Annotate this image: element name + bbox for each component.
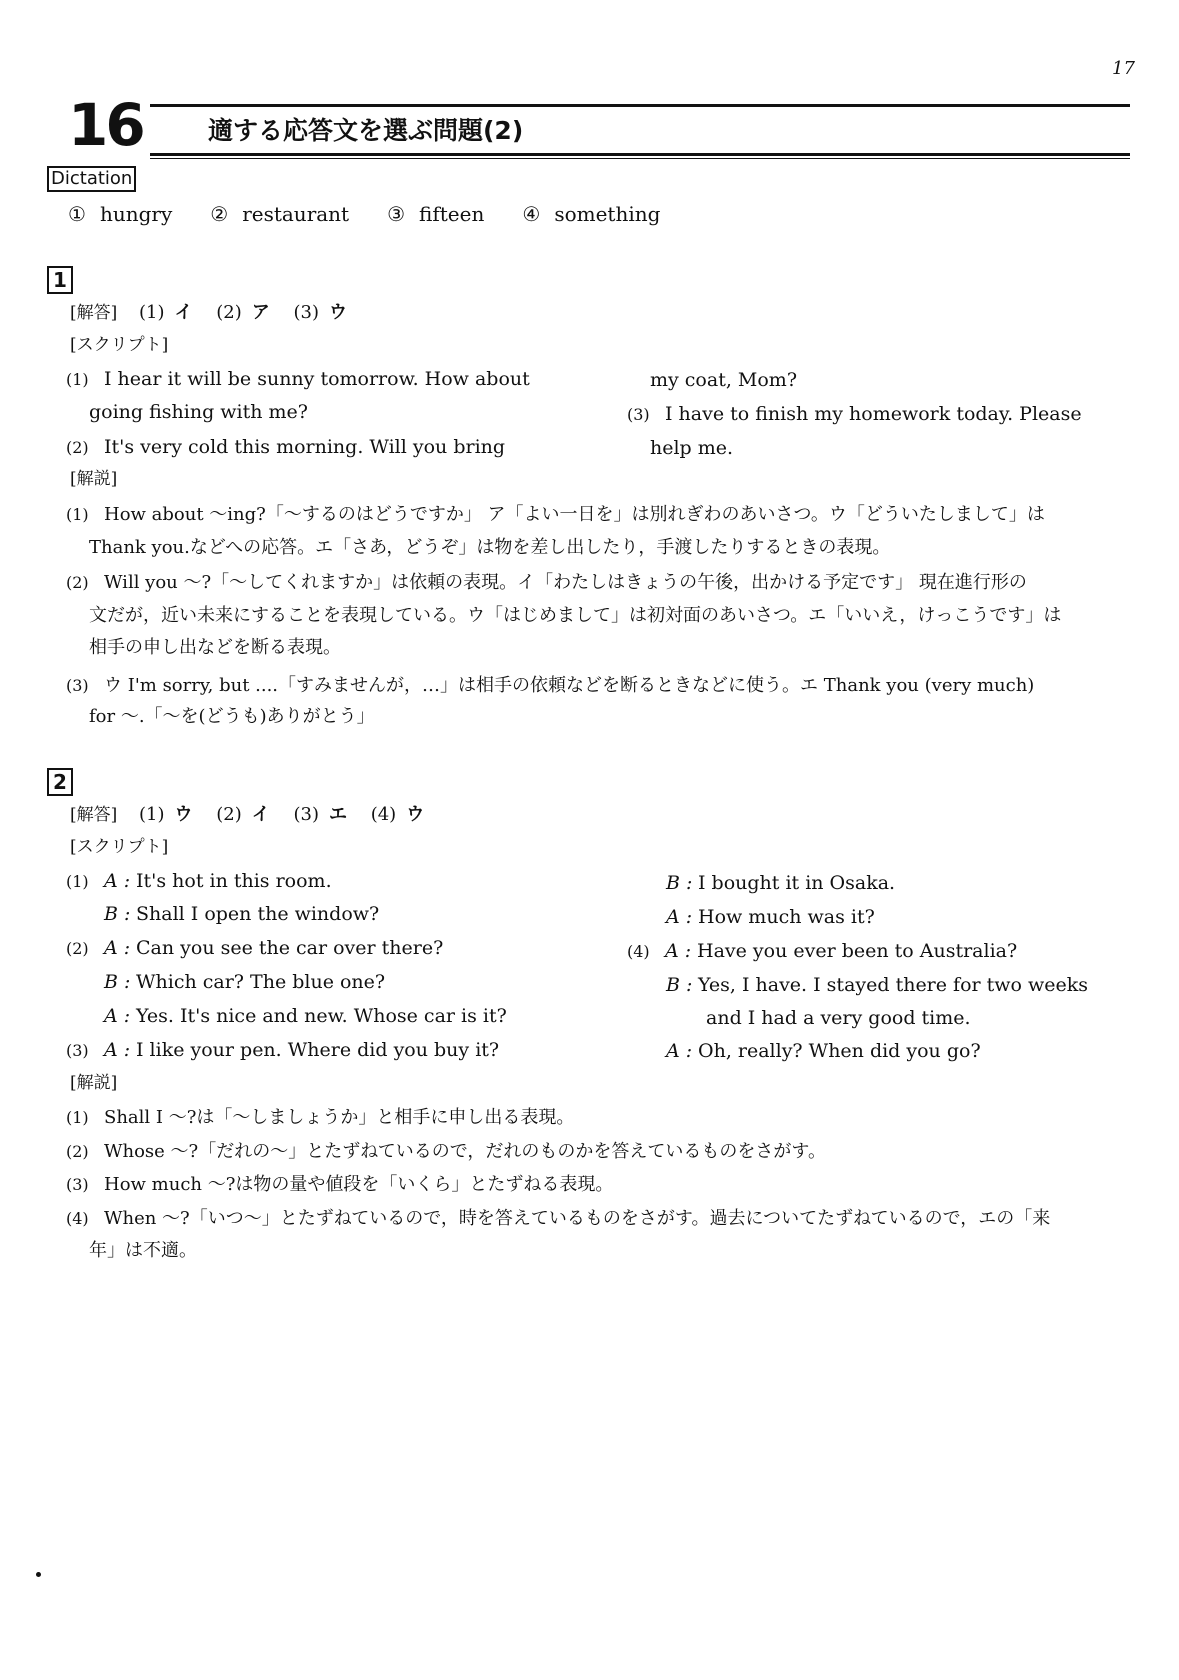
dictation-item xyxy=(210,202,349,226)
answer-value: ウ xyxy=(406,804,425,825)
script-q1-line1 xyxy=(66,364,530,395)
utterance: Can you see the car over there? xyxy=(136,937,444,959)
e-text: Whose ～?「だれの～」とたずねているので，だれのものかを答えているものをさがす。 xyxy=(104,1141,826,1162)
e-num: (3) xyxy=(66,676,89,695)
section-2-number: 2 xyxy=(47,768,73,796)
e-text: How much ～?は物の量や値段を「いくら」とたずねる表現。 xyxy=(104,1174,614,1195)
answer-label: [解答] xyxy=(70,303,118,323)
answer-value: ウ xyxy=(328,302,347,323)
dictation-word: hungry xyxy=(99,202,173,226)
q-text: It's very cold this morning. Will you bring xyxy=(104,436,506,458)
dictation-mark: ④ xyxy=(522,202,541,226)
dialog-q3-a2 xyxy=(666,902,875,932)
e-num: (1) xyxy=(66,505,89,524)
answer-value: イ xyxy=(251,804,270,825)
script-q1-line2: going fishing with me? xyxy=(89,401,308,423)
speaker: A : xyxy=(104,870,131,892)
script-label: [スクリプト] xyxy=(70,335,169,355)
speaker: B : xyxy=(666,872,693,894)
speaker: A : xyxy=(104,937,131,959)
title-rule-bottom-thin xyxy=(150,158,1130,159)
dialog-q3-b xyxy=(666,868,895,898)
script-q3-line2: help me. xyxy=(650,437,734,459)
answer-num: (3) xyxy=(293,804,319,825)
dictation-mark: ③ xyxy=(387,202,406,226)
utterance: I like your pen. Where did you buy it? xyxy=(136,1039,500,1061)
e-text: Shall I ～?は「～しましょうか」と相手に申し出る表現。 xyxy=(104,1107,575,1128)
section-1-answers xyxy=(70,298,365,328)
explain-label: [解説] xyxy=(70,469,118,489)
scan-speck xyxy=(36,1572,41,1577)
speaker: B : xyxy=(104,903,131,925)
e-num: (4) xyxy=(66,1209,89,1228)
explain-3-line2: for ～.「～を(どうも)ありがとう」 xyxy=(89,706,375,727)
unit-number: 16 xyxy=(68,91,143,159)
dialog-q2-b xyxy=(104,967,385,997)
e-text: How about ～ing?「～するのはどうですか」 ア「よい一日を」は別れぎわのあいさつ。ウ「どういたしまして」は xyxy=(104,504,1045,525)
speaker: A : xyxy=(666,1040,693,1062)
dialog-q3-a xyxy=(66,1035,499,1066)
q-text: I hear it will be sunny tomorrow. How about xyxy=(104,368,530,390)
dictation-label: Dictation xyxy=(47,166,136,192)
dictation-item xyxy=(68,202,172,226)
dialog-q1-b xyxy=(104,899,379,929)
explain2-1 xyxy=(66,1103,574,1133)
title-rule-bottom xyxy=(150,153,1130,156)
explain2-2 xyxy=(66,1137,826,1167)
answer-value: エ xyxy=(328,804,347,825)
dialog-q4-a xyxy=(627,936,1017,967)
e-num: (2) xyxy=(66,573,89,592)
q-text: I have to finish my homework today. Please xyxy=(665,403,1082,425)
answer-value: ウ xyxy=(174,804,193,825)
dictation-word: restaurant xyxy=(242,202,350,226)
utterance: Which car? The blue one? xyxy=(136,971,386,993)
speaker: A : xyxy=(104,1005,131,1027)
speaker: A : xyxy=(665,940,692,962)
section-2-answers xyxy=(70,800,442,830)
explain-3-line1 xyxy=(66,671,1034,701)
answer-num: (2) xyxy=(216,302,242,323)
dictation-mark: ① xyxy=(68,202,86,226)
e-text: When ～?「いつ～」とたずねているので，時を答えているものをさがす。過去についてたずねているので，エの「来 xyxy=(104,1208,1051,1229)
explain2-3 xyxy=(66,1170,613,1200)
explain-2-line1 xyxy=(66,568,1027,598)
e-text: Will you ～?「～してくれますか」は依頼の表現。イ「わたしはきょうの午後，出かける予定です」 現在進行形の xyxy=(104,572,1027,593)
e-text: ウ I'm sorry, but ....「すみませんが，…」は相手の依頼などを断るときなどに使う。エ Thank you (very much) xyxy=(104,675,1035,696)
explain-2-line2: 文だが，近い未来にすることを表現している。ウ「はじめまして」は初対面のあいさつ。エ「いいえ，けっこうです」は xyxy=(89,605,1062,626)
page-number: 17 xyxy=(1112,58,1135,79)
script-q2-line2: my coat, Mom? xyxy=(650,369,798,391)
answer-num: (1) xyxy=(139,302,165,323)
speaker: A : xyxy=(666,906,693,928)
script-q2-line1 xyxy=(66,432,505,463)
speaker: B : xyxy=(666,974,693,996)
answer-value: イ xyxy=(174,302,193,323)
script-q3-line1 xyxy=(627,399,1082,430)
utterance: I bought it in Osaka. xyxy=(698,872,896,894)
dialog-q2-a2 xyxy=(104,1001,507,1031)
title-rule-top xyxy=(150,104,1130,107)
e-num: (1) xyxy=(66,1108,89,1127)
q-num: (2) xyxy=(66,939,89,958)
answer-value: ア xyxy=(251,302,270,323)
dictation-item xyxy=(387,202,484,226)
dictation-mark: ② xyxy=(210,202,229,226)
utterance: Oh, really? When did you go? xyxy=(698,1040,981,1062)
e-num: (3) xyxy=(66,1175,89,1194)
q-num: (1) xyxy=(66,370,89,389)
utterance: Yes. It's nice and new. Whose car is it? xyxy=(136,1005,507,1027)
dialog-q4-a2 xyxy=(666,1036,981,1066)
utterance: It's hot in this room. xyxy=(136,870,332,892)
utterance: Shall I open the window? xyxy=(136,903,380,925)
utterance: Yes, I have. I stayed there for two weeks xyxy=(698,974,1089,996)
q-num: (3) xyxy=(627,405,650,424)
e-num: (2) xyxy=(66,1142,89,1161)
answer-label: [解答] xyxy=(70,805,118,825)
dialog-q1-a xyxy=(66,866,332,897)
speaker: B : xyxy=(104,971,131,993)
explain-1-line2: Thank you.などへの応答。エ「さあ，どうぞ」は物を差し出したり，手渡したりするときの表現。 xyxy=(89,537,891,558)
dictation-words xyxy=(68,202,698,226)
q-num: (1) xyxy=(66,872,89,891)
q-num: (3) xyxy=(66,1041,89,1060)
dialog-q4-b xyxy=(666,970,1088,1000)
answer-num: (3) xyxy=(293,302,319,323)
dictation-word: something xyxy=(554,202,661,226)
dictation-word: fifteen xyxy=(419,202,485,226)
dialog-q2-a xyxy=(66,933,443,964)
dictation-item xyxy=(522,202,660,226)
explain2-4-line1 xyxy=(66,1204,1050,1234)
dialog-q4-b-cont: and I had a very good time. xyxy=(706,1007,971,1029)
unit-title: 適する応答文を選ぶ問題(2) xyxy=(208,116,524,145)
explain2-4-line2: 年」は不適。 xyxy=(89,1240,197,1261)
script-label: [スクリプト] xyxy=(70,837,169,857)
explain-2-line3: 相手の申し出などを断る表現。 xyxy=(89,637,341,658)
answer-num: (1) xyxy=(139,804,165,825)
speaker: A : xyxy=(104,1039,131,1061)
explain-label: [解説] xyxy=(70,1073,118,1093)
q-num: (4) xyxy=(627,942,650,961)
utterance: How much was it? xyxy=(698,906,875,928)
q-num: (2) xyxy=(66,438,89,457)
explain-1-line1 xyxy=(66,500,1045,530)
utterance: Have you ever been to Australia? xyxy=(697,940,1018,962)
section-1-number: 1 xyxy=(47,266,73,294)
answer-num: (2) xyxy=(216,804,242,825)
answer-num: (4) xyxy=(370,804,397,825)
